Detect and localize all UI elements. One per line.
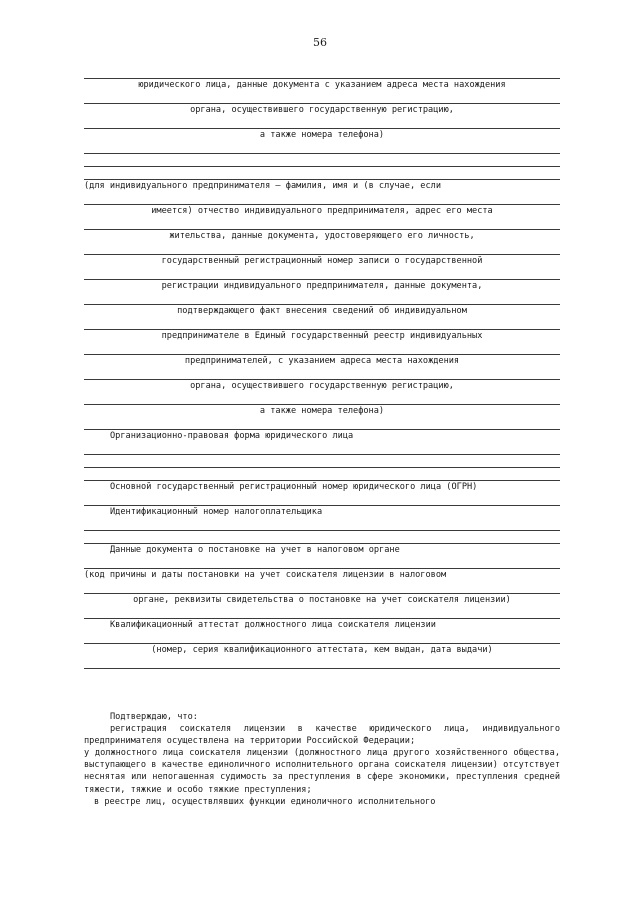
form-fill-line (84, 392, 560, 405)
confirmation-paragraph-registry: в реестре лиц, осуществлявших функции единоличного исполнительного (94, 796, 436, 807)
form-field-caption: предпринимателе в Единый государственный реестр индивидуальных (161, 331, 483, 341)
confirmation-paragraph-criminal-record: у должностного лица соискателя лицензии (должностного лица другого хозяйственного общества, выступающего в качестве единоличного исполнительного органа соискателя лицензии) отсутствует неснятая или непогашенная судимость за преступления в сфере экономики, преступления средней тяжести, тяжкие и особо тяжкие преступления; (84, 748, 560, 795)
form-fill-line (84, 154, 560, 167)
form-fill-line (84, 91, 560, 104)
form-field-caption: (код причины и даты постановки на учет соискателя лицензии в налоговом (84, 570, 447, 580)
form-fill-line (84, 367, 560, 380)
form-field-caption: (номер, серия квалификационного аттестата, кем выдан, дата выдачи) (151, 645, 493, 655)
confirmation-paragraph-registration: регистрация соискателя лицензии в качестве юридического лица, индивидуального предпринимателя осуществлена на территории Российской Федерации; (84, 724, 560, 747)
form-field-caption: предпринимателей, с указанием адреса места нахождения (184, 356, 460, 366)
form-fill-line (84, 242, 560, 255)
form-field-caption: Организационно-правовая форма юридического лица (110, 431, 354, 441)
form-field-caption: регистрации индивидуального предпринимателя, данные документа, (161, 281, 483, 291)
form-field-caption: органе, реквизиты свидетельства о постановке на учет соискателя лицензии) (133, 595, 511, 605)
form-fill-line (84, 417, 560, 430)
form-fill-line (84, 192, 560, 205)
form-fill-line (84, 267, 560, 280)
form-fill-line (84, 167, 560, 180)
form-field-caption: жительства, данные документа, удостоверяющего его личность, (169, 231, 475, 241)
form-fill-line (84, 606, 560, 619)
page-number: 56 (313, 36, 327, 49)
form-fill-line (84, 455, 560, 468)
form-field-caption: (для индивидуального предпринимателя – фамилия, имя и (в случае, если (84, 181, 441, 191)
form-field-caption: Основной государственный регистрационный номер юридического лица (ОГРН) (110, 482, 478, 492)
form-fill-line (84, 556, 560, 569)
form-fill-line (84, 141, 560, 154)
form-field-caption: органа, осуществившего государственную регистрацию, (190, 105, 454, 115)
form-field-caption: юридического лица, данные документа с указанием адреса места нахождения (138, 80, 506, 90)
form-fill-line (84, 518, 560, 531)
form-fill-line (84, 493, 560, 506)
form-fill-line (84, 342, 560, 355)
form-fill-line (84, 631, 560, 644)
form-field-caption: государственный регистрационный номер записи о государственной (161, 256, 483, 266)
form-fill-line (84, 317, 560, 330)
form-field-caption: Квалификационный аттестат должностного лица соискателя лицензии (110, 620, 436, 630)
form-fill-line (84, 292, 560, 305)
form-field-caption: Данные документа о постановке на учет в налоговом органе (110, 545, 400, 555)
form-field-caption: органа, осуществившего государственную регистрацию, (190, 381, 454, 391)
form-field-caption: а также номера телефона) (259, 130, 385, 140)
confirmation-heading: Подтверждаю, что: (110, 712, 198, 722)
form-fill-line (84, 66, 560, 79)
form-fill-line (84, 581, 560, 594)
form-field-caption: а также номера телефона) (259, 406, 385, 416)
form-field-caption: Идентификационный номер налогоплательщика (110, 507, 323, 517)
form-fill-line (84, 116, 560, 129)
confirmation-section (84, 711, 560, 808)
form-fill-line (84, 531, 560, 544)
form-fill-line (84, 468, 560, 481)
form-fill-line (84, 442, 560, 455)
application-form-fields (84, 66, 560, 669)
form-field-caption: подтверждающего факт внесения сведений об индивидуальном (177, 306, 467, 316)
form-fill-line (84, 217, 560, 230)
form-fill-line (84, 656, 560, 669)
form-field-caption: имеется) отчество индивидуального предпринимателя, адрес его места (151, 206, 493, 216)
